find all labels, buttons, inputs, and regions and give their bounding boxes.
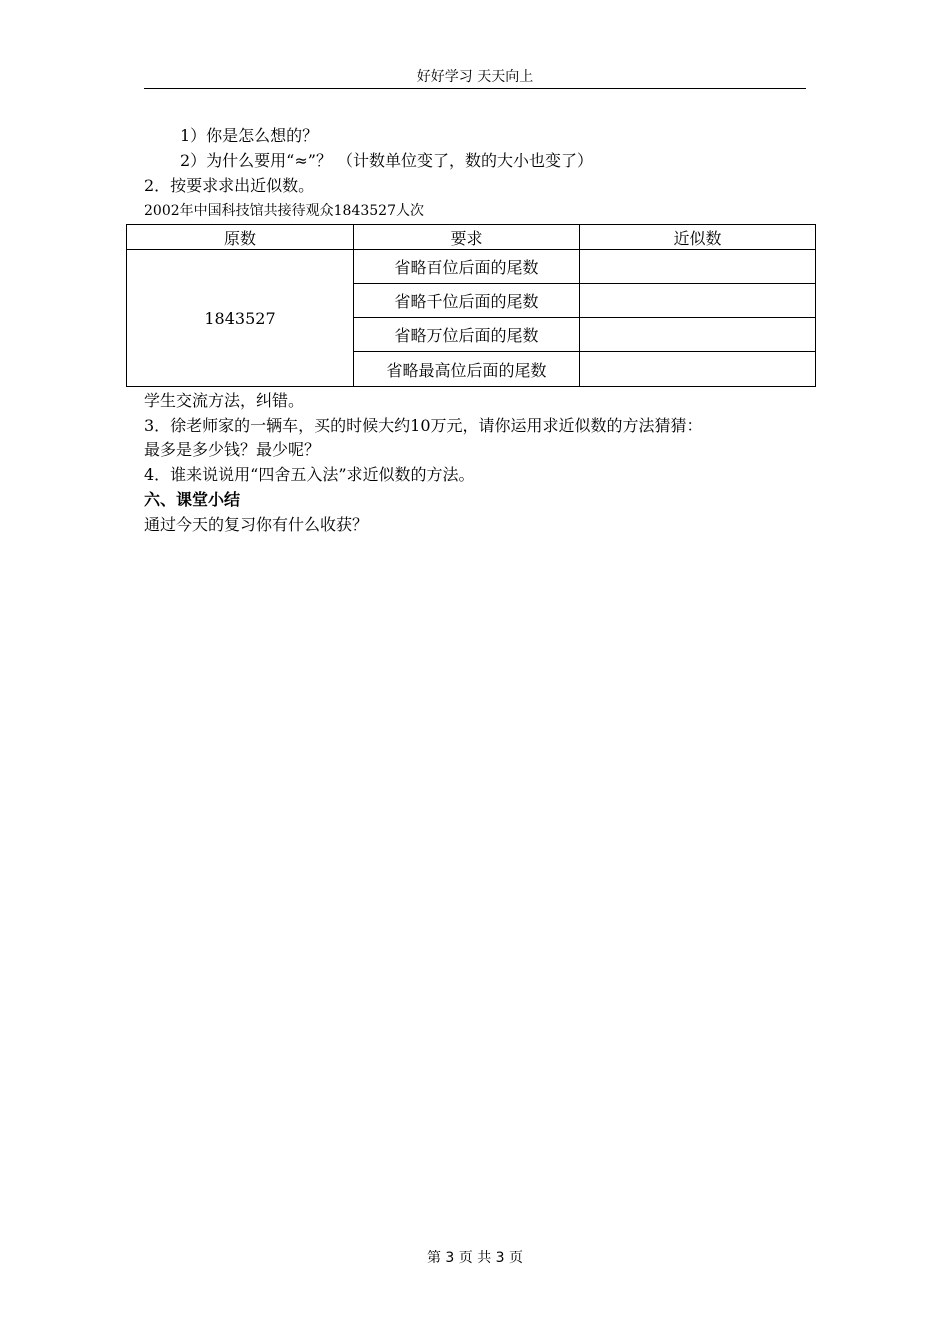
header-requirement: 要求 bbox=[354, 225, 580, 250]
requirement-cell: 省略千位后面的尾数 bbox=[354, 284, 580, 318]
requirement-cell: 省略万位后面的尾数 bbox=[354, 318, 580, 352]
approx-cell bbox=[580, 318, 816, 352]
item-3-line-1: 3．徐老师家的一辆车，买的时候大约10万元，请你运用求近似数的方法猜猜： bbox=[144, 416, 703, 435]
page-header: 好好学习 天天向上 bbox=[416, 69, 534, 85]
item-2: 2．按要求求出近似数。 bbox=[144, 176, 315, 195]
original-number-cell: 1843527 bbox=[127, 250, 354, 387]
item-3-line-2: 最多是多少钱？最少呢？ bbox=[144, 440, 321, 459]
table-row bbox=[127, 250, 816, 284]
exchange-line: 学生交流方法，纠错。 bbox=[144, 391, 305, 410]
approx-cell bbox=[580, 284, 816, 318]
header-rule bbox=[144, 88, 806, 89]
requirement-cell: 省略百位后面的尾数 bbox=[354, 250, 580, 284]
approximation-table bbox=[126, 224, 816, 387]
table-header-row bbox=[127, 225, 816, 250]
header-approximation: 近似数 bbox=[580, 225, 816, 250]
approx-cell bbox=[580, 250, 816, 284]
summary-question: 通过今天的复习你有什么收获？ bbox=[144, 515, 369, 534]
requirement-cell: 省略最高位后面的尾数 bbox=[354, 352, 580, 387]
section-6-heading: 六、课堂小结 bbox=[144, 490, 241, 509]
question-1: 1）你是怎么想的？ bbox=[180, 126, 319, 145]
page-footer: 第 3 页 共 3 页 bbox=[426, 1250, 524, 1266]
item-4: 4．谁来说说用“四舍五入法”求近似数的方法。 bbox=[144, 465, 475, 484]
question-2: 2）为什么要用“≈”？ （计数单位变了，数的大小也变了） bbox=[180, 151, 594, 170]
context-line: 2002年中国科技馆共接待观众1843527人次 bbox=[144, 203, 424, 219]
header-original: 原数 bbox=[127, 225, 354, 250]
approx-cell bbox=[580, 352, 816, 387]
